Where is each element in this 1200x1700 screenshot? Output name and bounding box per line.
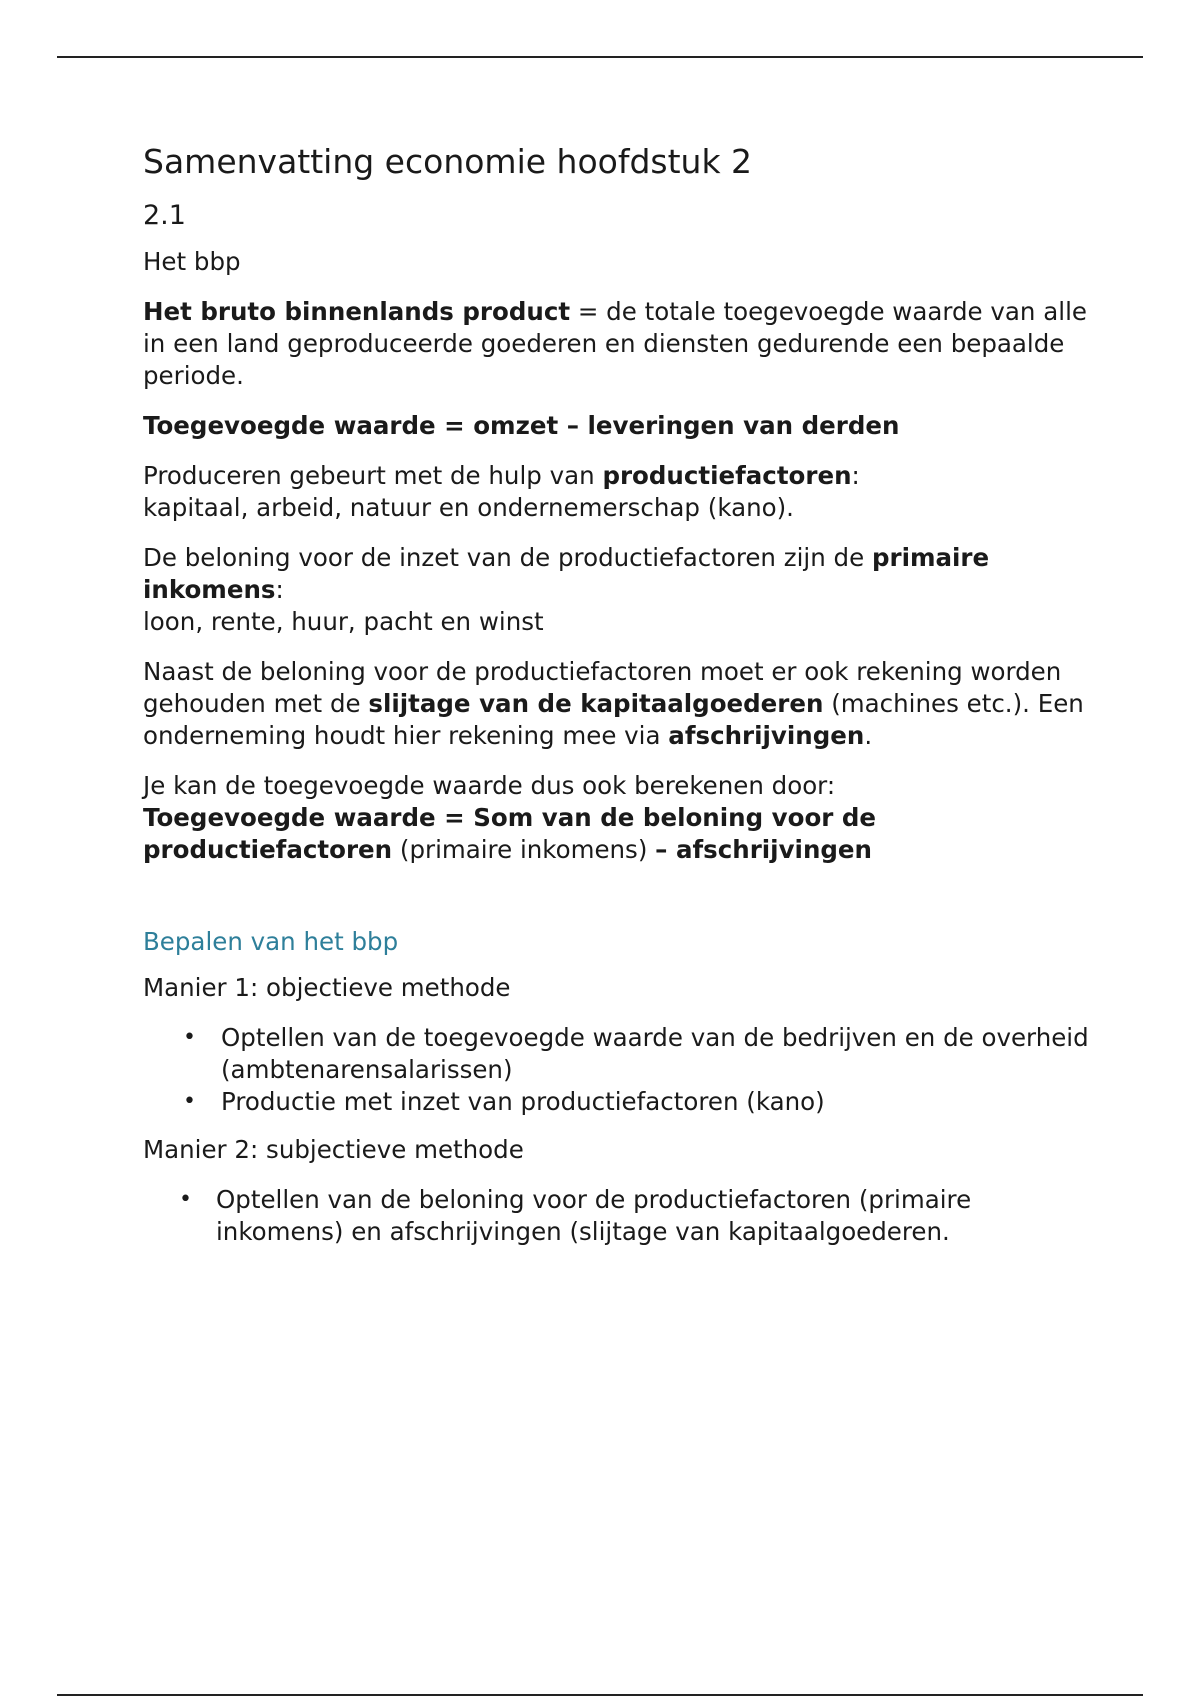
berekenen-intro: Je kan de toegevoegde waarde dus ook berekenen door: (143, 771, 836, 800)
afschrijvingen-term: afschrijvingen (668, 721, 865, 750)
productiefactoren-paragraph (143, 460, 1103, 524)
bbp-definition-text: = de totale toegevoegde waarde van alle in een land geproduceerde goederen en diensten gedurende een bepaalde periode. (143, 297, 1087, 390)
list-item-text: Optellen van de beloning voor de productiefactoren (primaire inkomens) en afschrijvingen (slijtage van kapitaalgoederen. (216, 1185, 972, 1246)
slijtage-paragraph (143, 656, 1103, 752)
bullet-icon: • (183, 1025, 196, 1050)
berekenen-formula-note: (primaire inkomens) (392, 835, 656, 864)
beloning-list: loon, rente, huur, pacht en winst (143, 607, 544, 636)
slijtage-text-2: (machines etc.). Een onderneming houdt hier rekening mee via (143, 689, 1084, 750)
formula-omzet (143, 410, 1103, 442)
bottom-rule (57, 1694, 1143, 1696)
slijtage-term: slijtage van de kapitaalgoederen (368, 689, 824, 718)
document-title: Samenvatting economie hoofdstuk 2 (143, 142, 753, 181)
formula-omzet-text: Toegevoegde waarde = omzet – leveringen van derden (143, 411, 900, 440)
berekenen-formula-afschrijvingen: – afschrijvingen (655, 835, 872, 864)
list-item (143, 1086, 1103, 1118)
list-item (143, 1184, 1103, 1248)
top-rule (57, 56, 1143, 58)
section-title: Het bbp (143, 247, 241, 276)
bbp-definition (143, 296, 1103, 392)
beloning-colon: : (275, 575, 284, 604)
berekenen-paragraph (143, 770, 1103, 866)
primaire-inkomens-term: primaire inkomens (143, 543, 990, 604)
productiefactoren-term: productiefactoren (602, 461, 852, 490)
bepalen-heading: Bepalen van het bbp (143, 927, 399, 956)
slijtage-text-3: . (864, 721, 873, 750)
slijtage-text-1: Naast de beloning voor de productiefactoren moet er ook rekening worden gehouden met de (143, 657, 1062, 718)
productiefactoren-list: kapitaal, arbeid, natuur en ondernemerschap (kano). (143, 493, 794, 522)
berekenen-formula-bold: Toegevoegde waarde = Som van de beloning voor de productiefactoren (143, 803, 877, 864)
section-number: 2.1 (143, 200, 186, 231)
list-item-text: Optellen van de toegevoegde waarde van de bedrijven en de overheid (ambtenarensalarissen) (221, 1023, 1089, 1084)
bbp-term: Het bruto binnenlands product (143, 297, 571, 326)
manier2-label: Manier 2: subjectieve methode (143, 1135, 524, 1164)
list-item-text: Productie met inzet van productiefactoren (kano) (221, 1087, 825, 1116)
beloning-paragraph (143, 542, 1103, 638)
bullet-icon: • (179, 1187, 192, 1212)
manier1-list (143, 1022, 1103, 1118)
bullet-icon: • (183, 1089, 196, 1114)
manier2-list (143, 1184, 1103, 1248)
list-item (143, 1022, 1103, 1086)
productiefactoren-intro: Produceren gebeurt met de hulp van (143, 461, 603, 490)
productiefactoren-colon: : (851, 461, 860, 490)
document-page (143, 138, 1103, 1264)
beloning-intro: De beloning voor de inzet van de productiefactoren zijn de (143, 543, 872, 572)
manier1-label: Manier 1: objectieve methode (143, 973, 511, 1002)
